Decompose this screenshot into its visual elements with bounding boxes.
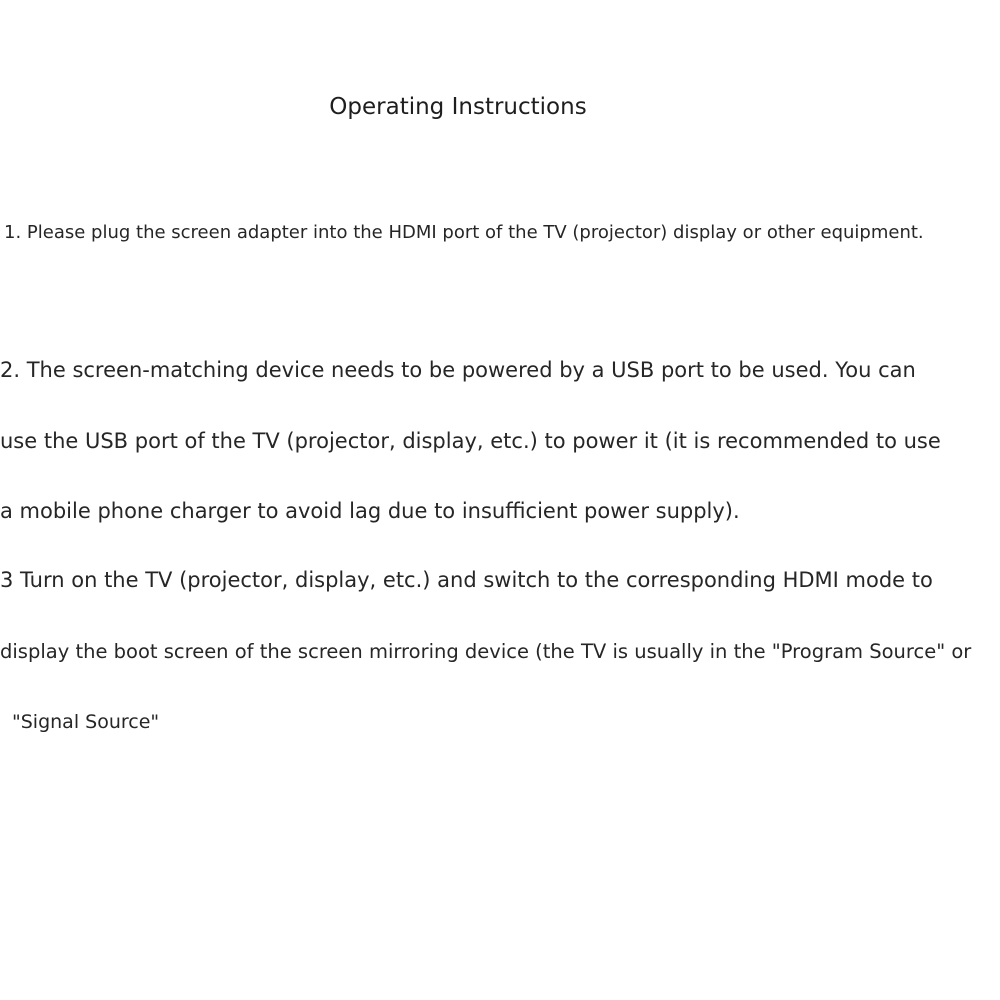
instruction-step-2-line-3: a mobile phone charger to avoid lag due to insufficient power supply). <box>0 499 740 523</box>
instruction-step-3-line-3: "Signal Source" <box>12 711 160 733</box>
instruction-step-3-line-2: display the boot screen of the screen mirroring device (the TV is usually in the "Program Source" or <box>0 640 972 663</box>
instruction-step-2-line-2: use the USB port of the TV (projector, display, etc.) to power it (it is recommended to use <box>0 429 941 453</box>
instruction-step-1: 1. Please plug the screen adapter into the HDMI port of the TV (projector) display or other equipment. <box>4 222 924 243</box>
page-title: Operating Instructions <box>329 94 587 120</box>
instruction-step-3-line-1: 3 Turn on the TV (projector, display, etc.) and switch to the corresponding HDMI mode to <box>0 568 933 592</box>
instruction-step-2-line-1: 2. The screen-matching device needs to be powered by a USB port to be used. You can <box>0 358 916 382</box>
